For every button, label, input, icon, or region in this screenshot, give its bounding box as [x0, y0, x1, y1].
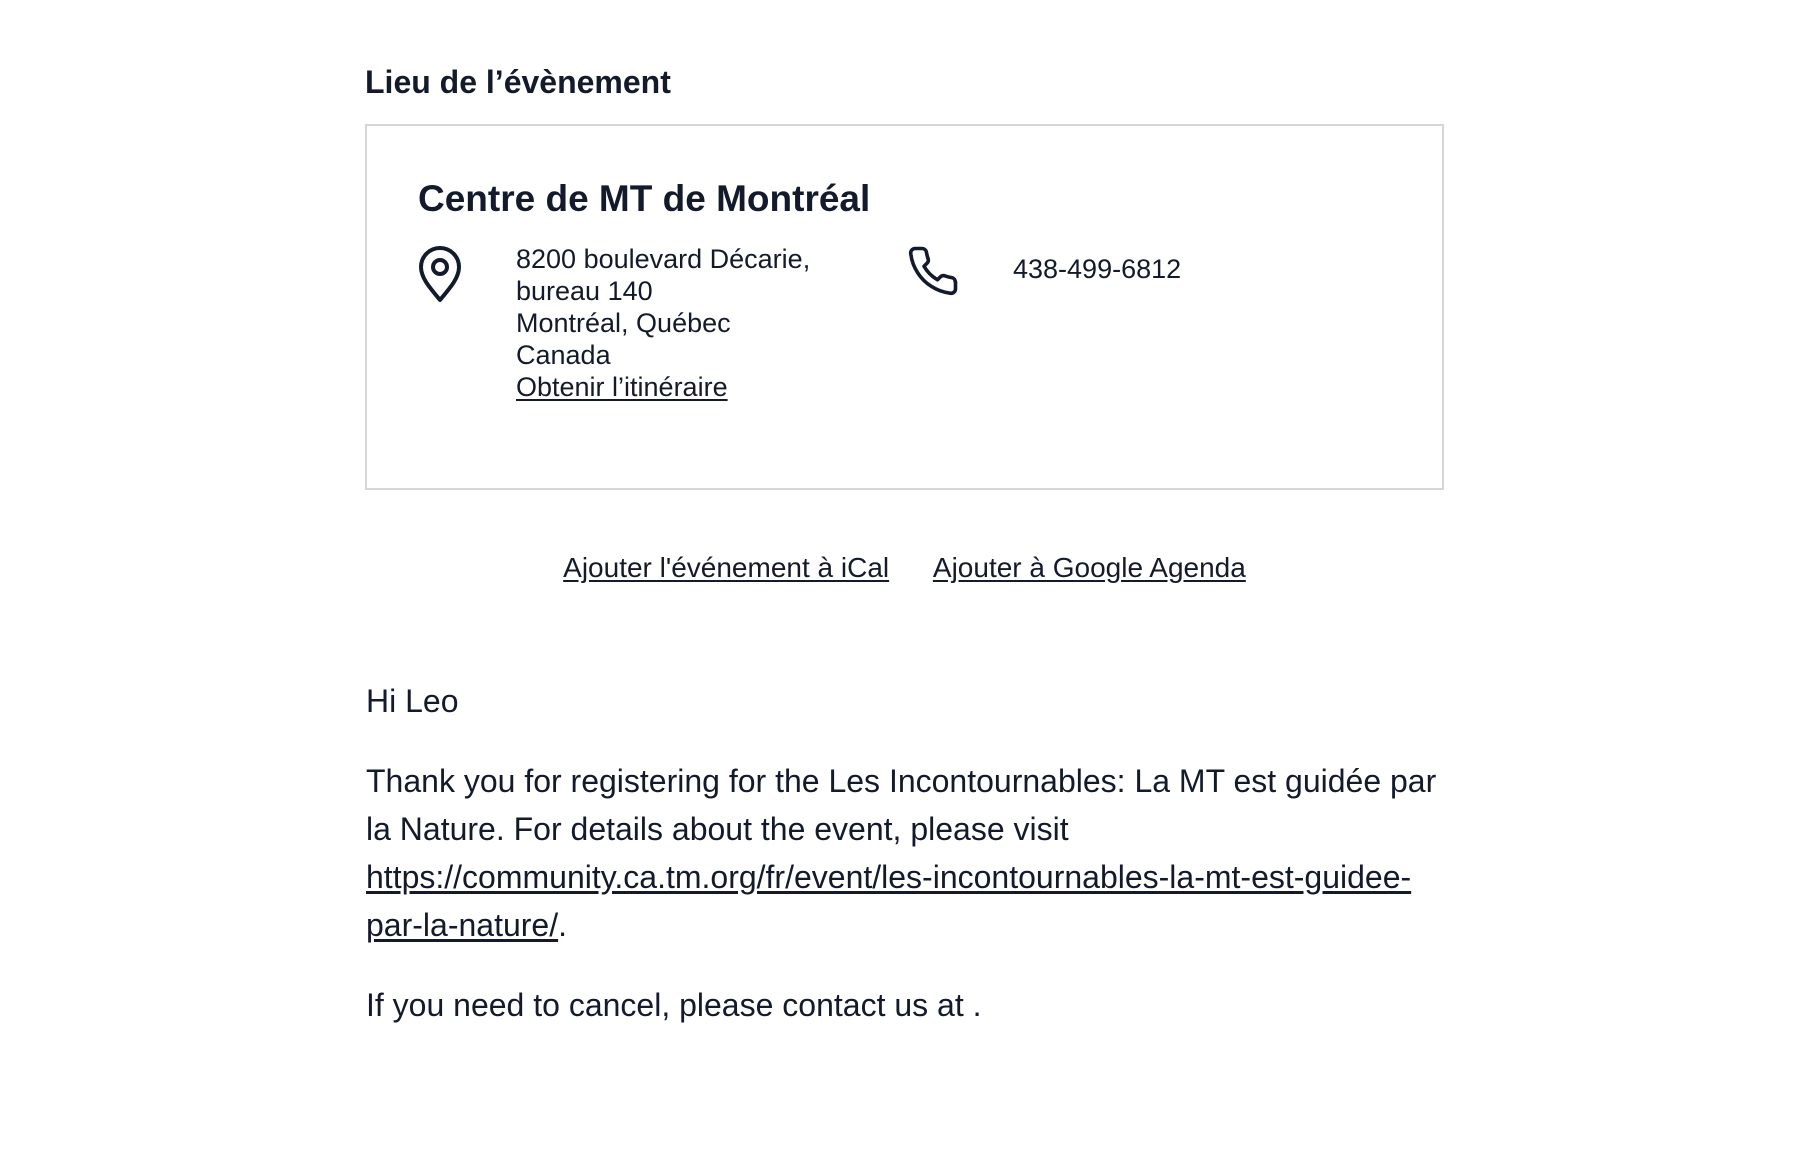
directions-link[interactable]: Obtenir l’itinéraire [516, 372, 728, 402]
address-line: Canada [516, 340, 611, 370]
phone-number[interactable]: 438-499-6812 [1013, 254, 1182, 284]
venue-card [365, 124, 1444, 490]
cancel-paragraph: If you need to cancel, please contact us at . [366, 987, 982, 1023]
address-line: bureau 140 [516, 276, 653, 306]
add-to-ical-link[interactable]: Ajouter l'événement à iCal [563, 552, 890, 583]
email-body [366, 677, 1466, 1061]
address-line: 8200 boulevard Décarie, [516, 244, 811, 274]
venue-name: Centre de MT de Montréal [418, 178, 871, 219]
add-to-google-calendar-link[interactable]: Ajouter à Google Agenda [932, 552, 1246, 583]
greeting: Hi Leo [366, 683, 459, 719]
calendar-links [0, 548, 1798, 588]
address-line: Montréal, Québec [516, 308, 731, 338]
phone-icon [906, 244, 960, 298]
map-pin-icon [418, 246, 462, 304]
registration-paragraph [366, 757, 1466, 949]
registration-suffix: . [558, 907, 567, 943]
section-title: Lieu de l’évènement [365, 64, 671, 100]
venue-address [516, 243, 810, 403]
event-url-link[interactable]: https://community.ca.tm.org/fr/event/les-incontournables-la-mt-est-guidee-par-la-nature/ [366, 859, 1412, 943]
registration-text: Thank you for registering for the Les Incontournables: La MT est guidée par la Nature. For details about the event, please visit [366, 763, 1437, 847]
